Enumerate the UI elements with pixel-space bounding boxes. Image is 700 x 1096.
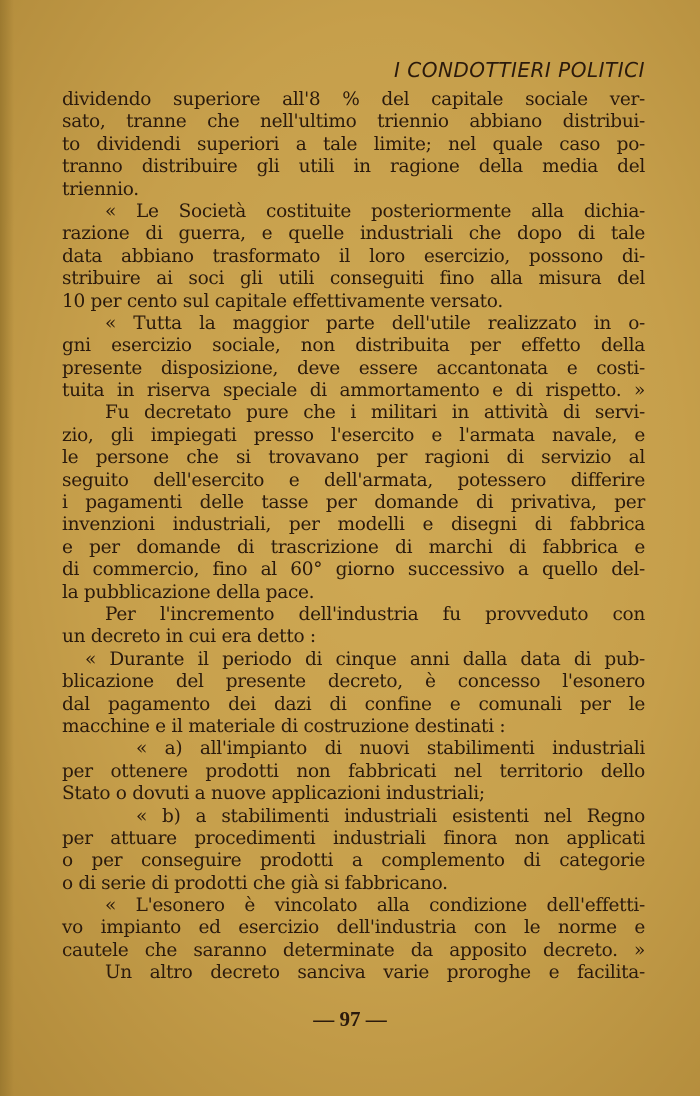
text-line: o di serie di prodotti che già si fabbricano. <box>62 872 448 894</box>
text-line: razione di guerra, e quelle industriali che dopo di tale <box>62 223 645 245</box>
text-line: di commercio, fino al 60° giorno successivo a quello del- <box>62 559 645 581</box>
text-line: « L'esonero è vincolato alla condizione dell'effetti- <box>105 895 645 917</box>
text-line: invenzioni industriali, per modelli e disegni di fabbrica <box>62 514 645 536</box>
text-line: « Tutta la maggior parte dell'utile realizzato in o- <box>105 312 645 334</box>
text-line: tuita in riserva speciale di ammortamento e di rispetto. » <box>62 380 645 402</box>
body-text <box>62 89 645 985</box>
text-line: seguito dell'esercito e dell'armata, potessero differire <box>62 469 645 491</box>
text-line: per ottenere prodotti non fabbricati nel territorio dello <box>62 760 645 782</box>
text-line: Un altro decreto sanciva varie proroghe e facilita- <box>105 962 645 984</box>
text-line: zio, gli impiegati presso l'esercito e l'armata navale, e <box>62 424 645 446</box>
text-line: Fu decretato pure che i militari in attività di servi- <box>105 402 645 424</box>
text-line: sato, tranne che nell'ultimo triennio abbiano distribui- <box>62 111 645 133</box>
text-line: macchine e il materiale di costruzione destinati : <box>62 715 506 737</box>
text-line: le persone che si trovavano per ragioni di servizio al <box>62 447 645 469</box>
text-line: 10 per cento sul capitale effettivamente versato. <box>62 290 503 312</box>
text-line: un decreto in cui era detto : <box>62 626 316 648</box>
text-line: to dividendi superiori a tale limite; nel quale caso po- <box>62 133 645 155</box>
text-line: vo impianto ed esercizio dell'industria con le norme e <box>62 917 645 939</box>
text-line: presente disposizione, deve essere accantonata e costi- <box>62 357 645 379</box>
text-line: cautele che saranno determinate da apposito decreto. » <box>62 939 645 961</box>
text-line: tranno distribuire gli utili in ragione della media del <box>62 156 645 178</box>
text-line: data abbiano trasformato il loro esercizio, possono di- <box>62 245 645 267</box>
text-line: e per domande di trascrizione di marchi di fabbrica e <box>62 536 645 558</box>
text-line: i pagamenti delle tasse per domande di privativa, per <box>62 492 645 514</box>
running-head: I CONDOTTIERI POLITICI <box>393 58 645 82</box>
text-line: dal pagamento dei dazi di confine e comunali per le <box>62 693 645 715</box>
text-line: « a) all'impianto di nuovi stabilimenti industriali <box>136 738 645 760</box>
text-line: « Le Società costituite posteriormente alla dichia- <box>105 200 645 222</box>
page-edge-shadow <box>0 0 14 1096</box>
text-line: la pubblicazione della pace. <box>62 581 315 603</box>
text-line: per attuare procedimenti industriali finora non applicati <box>62 827 645 849</box>
text-line: blicazione del presente decreto, è concesso l'esonero <box>62 671 645 693</box>
text-line: « b) a stabilimenti industriali esistenti nel Regno <box>136 805 645 827</box>
text-line: « Durante il periodo di cinque anni dalla data di pub- <box>85 648 645 670</box>
text-line: gni esercizio sociale, non distribuita per effetto della <box>62 335 645 357</box>
text-line: dividendo superiore all'8 % del capitale sociale ver- <box>62 89 645 110</box>
text-line: o per conseguire prodotti a complemento di categorie <box>62 850 645 872</box>
page-number: — 97 — <box>313 1007 387 1031</box>
text-line: Per l'incremento dell'industria fu provveduto con <box>105 603 645 625</box>
text-line: Stato o dovuti a nuove applicazioni industriali; <box>62 783 485 805</box>
text-line: triennio. <box>62 178 139 200</box>
text-line: stribuire ai soci gli utili conseguiti fino alla misura del <box>62 268 645 290</box>
